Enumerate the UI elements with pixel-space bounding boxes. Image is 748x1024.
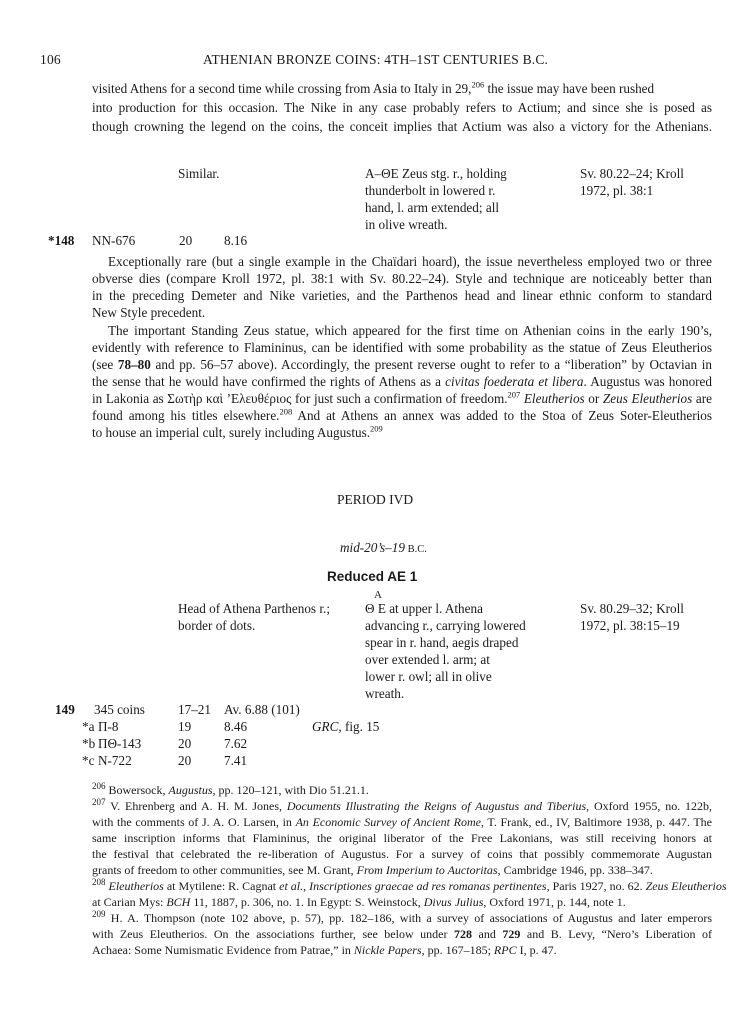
running-title: ATHENIAN BRONZE COINS: 4TH–1ST CENTURIES B.C.	[203, 52, 549, 67]
coin-count: 345 coins	[94, 702, 145, 717]
diameter: 17–21	[178, 702, 211, 717]
weight: 8.16	[224, 233, 248, 248]
weight: Av. 6.88 (101)	[224, 702, 300, 717]
cross-reference: 729	[502, 927, 521, 941]
denomination-heading: Reduced AE 1	[327, 569, 418, 584]
diameter: 20	[179, 233, 193, 248]
intro-line: though crowning the legend on the coins, the conceit implies that Actium was also a victory for the Athenians.	[92, 119, 712, 134]
catalogue-number: 149	[55, 702, 75, 717]
obverse-description: Similar.	[178, 166, 220, 181]
period-title: PERIOD IVD	[337, 492, 414, 507]
catalogue-number: *148	[48, 233, 75, 248]
legend-theta-epsilon: Θ Ε	[365, 601, 386, 616]
page-number: 106	[40, 52, 61, 67]
intro-line: visited Athens for a second time while crossing from Asia to Italy in 29,$^{206}$ the issue may have been rushed	[92, 79, 655, 96]
cross-reference: 78–80	[117, 357, 151, 372]
legend-alpha: Α	[374, 589, 382, 601]
intro-line: into production for this occasion. The Nike in any case probably refers to Actium; and since she is posed as	[92, 100, 712, 115]
cross-reference: 728	[453, 927, 472, 941]
specimen-id: NN-676	[92, 233, 136, 248]
period-date: mid-20’s–19 B.C.	[340, 540, 427, 555]
